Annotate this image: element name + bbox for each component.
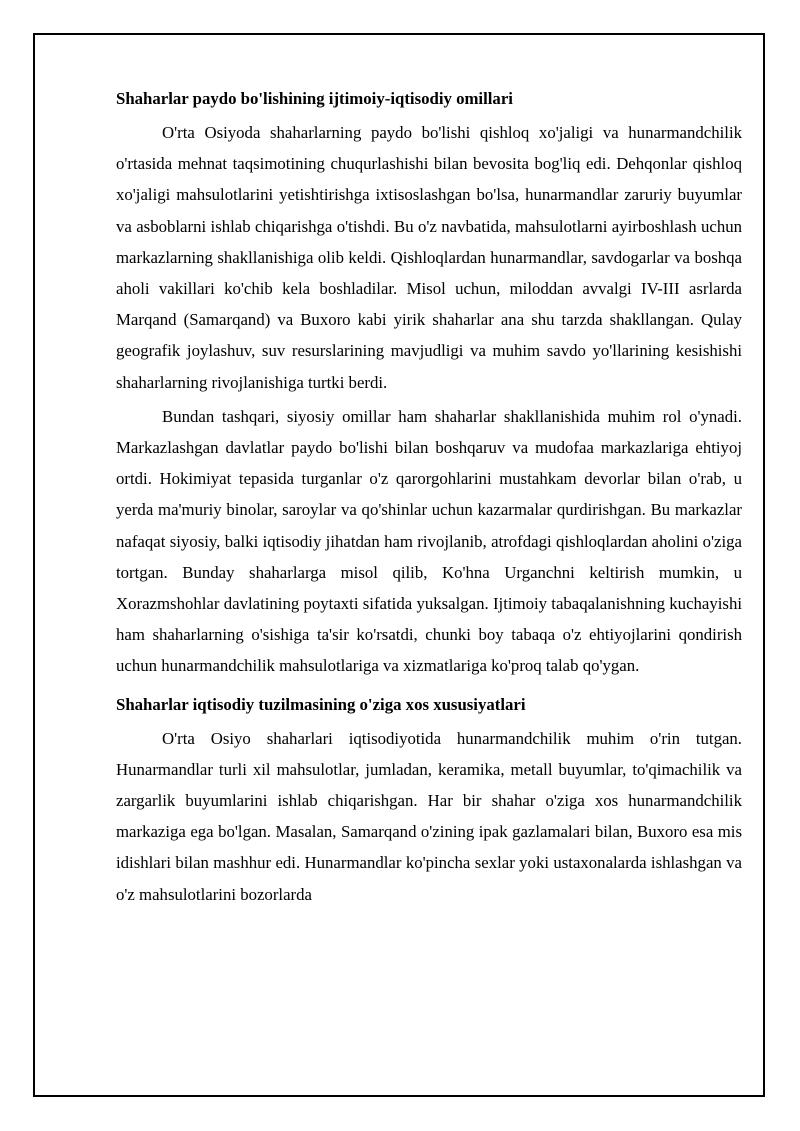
paragraph-1-2: Bundan tashqari, siyosiy omillar ham shaharlar shakllanishida muhim rol o'ynadi. Markazlashgan davlatlar paydo bo'lishi bilan boshqaruv va mudofaa markazlariga ehtiyoj ortdi. Hokimiyat tepasida turganlar o'z qarorgohlarini mustahkam devorlar bilan o'rab, u yerda ma'muriy binolar, saroylar va qo'shinlar uchun kazarmalar qurdirishgan. Bu markazlar nafaqat siyosiy, balki iqtisodiy jihatdan ham rivojlanib, atrofdagi qishloqlardan aholini o'ziga tortgan. Bunday shaharlarga misol qilib, Ko'hna Urganchni keltirish mumkin, u Xorazmshohlar davlatining poytaxti sifatida yuksalgan. Ijtimoiy tabaqalanishning kuchayishi ham shaharlarning o'sishiga ta'sir ko'rsatdi, chunki boy tabaqa o'z ehtiyojlarini qondirish uchun hunarmandchilik mahsulotlariga va xizmatlariga ko'proq talab qo'ygan. xyxy=(116,406,742,676)
section-heading-1: Shaharlar paydo bo'lishining ijtimoiy-iqtisodiy omillari xyxy=(116,89,513,108)
paragraph-2-1: O'rta Osiyo shaharlari iqtisodiyotida hunarmandchilik muhim o'rin tutgan. Hunarmandlar turli xil mahsulotlar, jumladan, keramika, metall buyumlar, to'qimachilik va zargarlik buyumlarini ishlab chiqarishgan. Har bir shahar o'ziga xos hunarmandchilik markaziga ega bo'lgan. Masalan, Samarqand o'zining ipak gazlamalari bilan, Buxoro esa mis idishlari bilan mashhur edi. Hunarmandlar ko'pincha sexlar yoki ustaxonalarda ishlashgan va o'z mahsulotlarini bozorlarda xyxy=(116,728,742,904)
paragraph-1-1: O'rta Osiyoda shaharlarning paydo bo'lishi qishloq xo'jaligi va hunarmandchilik o'rtasida mehnat taqsimotining chuqurlashishi bilan bevosita bog'liq edi. Dehqonlar qishloq xo'jaligi mahsulotlarini yetishtirishga ixtisoslashgan bo'lsa, hunarmandlar zaruriy buyumlar va asboblarni ishlab chiqarishga o'tishdi. Bu o'z navbatida, mahsulotlarni ayirboshlash uchun markazlarning shakllanishiga olib keldi. Qishloqlardan hunarmandlar, savdogarlar va boshqa aholi vakillari ko'chib kela boshladilar. Misol uchun, miloddan avvalgi IV-III asrlarda Marqand (Samarqand) va Buxoro kabi yirik shaharlar ana shu tarzda shakllangan. Qulay geografik joylashuv, suv resurslarining mavjudligi va muhim savdo yo'llarining kesishishi shaharlarning rivojlanishiga turtki berdi. xyxy=(116,123,742,392)
section-heading-2: Shaharlar iqtisodiy tuzilmasining o'ziga xos xususiyatlari xyxy=(116,694,526,714)
document-body xyxy=(116,86,742,913)
